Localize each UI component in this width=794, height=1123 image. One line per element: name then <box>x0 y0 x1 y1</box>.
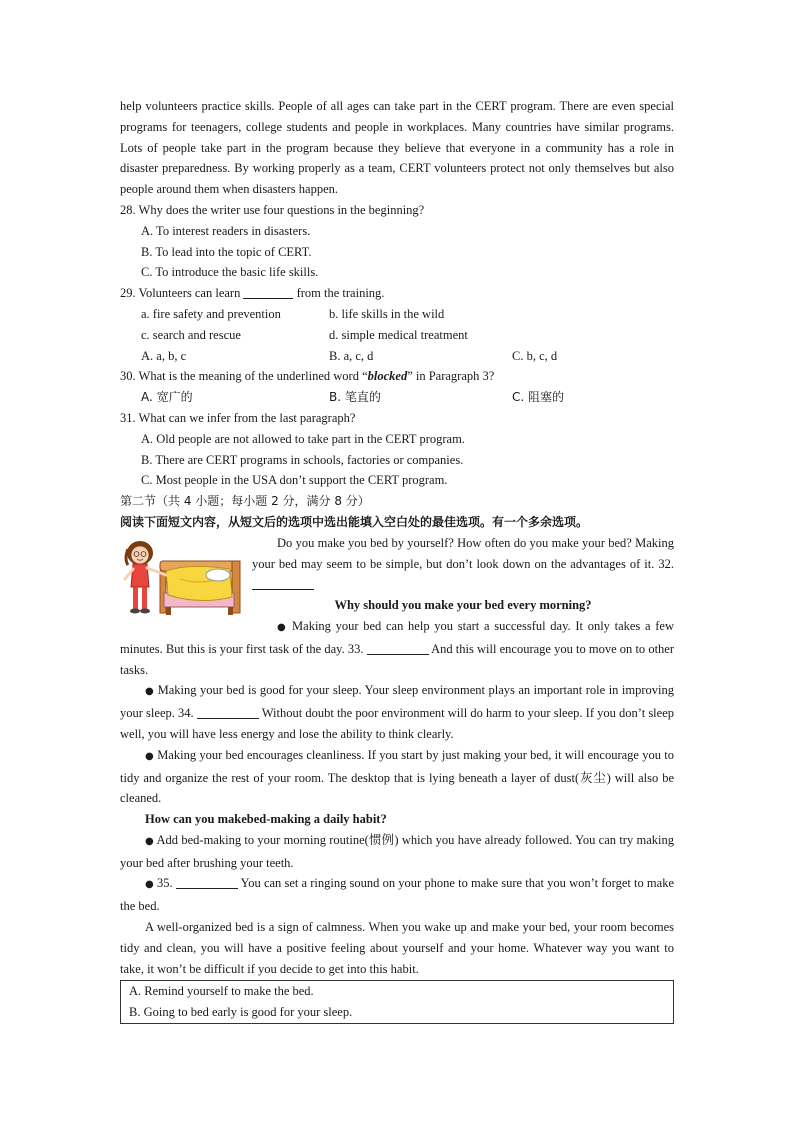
heading-how-make-habit: How can you makebed-making a daily habit? <box>145 812 387 827</box>
q30-option-c: C. 阻塞的 <box>512 390 565 405</box>
q29-option-a: A. a, b, c <box>141 348 187 363</box>
heading-why-make-bed: Why should you make your bed every morning? <box>334 598 592 613</box>
q30-option-b: B. 笔直的 <box>329 390 381 405</box>
bullet-paragraph-2 <box>120 680 674 744</box>
q28-option-a: A. To interest readers in disasters. <box>141 223 311 238</box>
bullet-1-before: Making your bed can help you start a successful day. It only takes a few minutes. But this is your first task of the day. 33. <box>120 618 674 656</box>
q31-option-b: B. There are CERT programs in schools, factories or companies. <box>141 452 464 467</box>
q29-stem-before: 29. Volunteers can learn <box>120 286 241 301</box>
bullet-paragraph-4 <box>120 830 674 874</box>
q30-option-a: A. 宽广的 <box>141 390 193 405</box>
bullet-paragraph-1 <box>120 616 674 680</box>
question-31 <box>120 408 674 491</box>
q31-option-c: C. Most people in the USA don’t support the CERT program. <box>141 473 448 488</box>
blank-34 <box>197 705 259 719</box>
bullet-paragraph-3 <box>120 745 674 809</box>
q29-blank <box>243 285 293 299</box>
q29-item-b: b. life skills in the wild <box>329 306 445 321</box>
q29-stem <box>120 283 674 304</box>
passage-2-intro-text: Do you make you bed by yourself? How often do you make your bed? Making your bed may seem to be simple, but don’t look down on the advantages of it. 32. <box>252 535 674 571</box>
bullet-1-after: And this will encourage you to move on to other tasks. <box>120 641 674 677</box>
q28-option-c: C. To introduce the basic life skills. <box>141 265 319 280</box>
q29-options-row <box>120 346 674 367</box>
q29-items-row-1 <box>120 304 674 325</box>
q30-stem <box>120 366 674 387</box>
section-2-title: 第二节（共 4 小题；每小题 2 分，满分 8 分） <box>120 494 370 509</box>
bullet-paragraph-5 <box>120 873 674 917</box>
q30-stem-after: ” in Paragraph 3? <box>407 369 495 384</box>
q29-stem-after: from the training. <box>296 286 385 301</box>
blank-33 <box>367 641 429 655</box>
bullet-dot-icon: ● <box>145 750 154 762</box>
q29-option-b: B. a, c, d <box>329 348 374 363</box>
bullet-3-text: Making your bed encourages cleanliness. If you start by just making your bed, it will encourage you to tidy and organize the rest of your room. The desktop that is lying beneath a layer of dust(灰尘) will also be cleaned. <box>120 747 674 806</box>
q31-option-a: A. Old people are not allowed to take part in the CERT program. <box>141 431 465 446</box>
blank-32 <box>252 576 314 590</box>
bullet-dot-icon: ● <box>145 835 154 847</box>
q30-options-row <box>120 387 674 408</box>
bullet-dot-icon: ● <box>277 621 288 633</box>
q29-item-a: a. fire safety and prevention <box>141 306 281 321</box>
q29-option-c: C. b, c, d <box>512 348 558 363</box>
bullet-dot-icon: ● <box>145 879 154 891</box>
q29-item-d: d. simple medical treatment <box>329 327 468 342</box>
bullet-2-before: Making your bed is good for your sleep. Your sleep environment plays an important role in improving your sleep. 34. <box>120 683 675 721</box>
q30-word: blocked <box>367 369 408 384</box>
question-28 <box>120 200 674 283</box>
bullet-2-after: Without doubt the poor environment will do harm to your sleep. If you don’t sleep well, you will have less energy and lose the ability to think clearly. <box>120 706 675 741</box>
answer-option-b: B. Going to bed early is good for your sleep. <box>129 1005 353 1020</box>
answer-options-box <box>120 980 674 1024</box>
bullet-5-before: 35. <box>156 876 173 891</box>
bullet-5-after: You can set a ringing sound on your phone to make sure that you won’t forget to make the bed. <box>120 876 674 914</box>
page-content <box>120 96 674 1024</box>
question-29 <box>120 283 674 366</box>
q29-item-c: c. search and rescue <box>141 327 241 342</box>
bullet-4-text: Add bed-making to your morning routine(惯例) which you have already followed. You can try making your bed after brushing your teeth. <box>120 832 675 870</box>
q28-stem: 28. Why does the writer use four questions in the beginning? <box>120 202 425 217</box>
q28-option-b: B. To lead into the topic of CERT. <box>141 244 312 259</box>
q30-stem-before: 30. What is the meaning of the underlined word “ <box>120 369 368 384</box>
closing-paragraph: A well-organized bed is a sign of calmness. When you wake up and make your bed, your room becomes tidy and clean, you will have a positive feeling about yourself and your home. Whatever way you want to take, it won’t be difficult if you decide to get into this habit. <box>120 920 674 976</box>
blank-35 <box>176 875 238 889</box>
passage-2 <box>120 533 674 980</box>
passage-end-paragraph: help volunteers practice skills. People of all ages can take part in the CERT program. There are even special programs for teenagers, college students and people in workplaces. Many countries have similar programs. Lots of people take part in the program because they believe that everyone in a community has a role in disaster preparedness. By working properly as a team, CERT volunteers protect not only themselves but also people around them when disasters happen. <box>120 99 674 197</box>
q29-items-row-2 <box>120 325 674 346</box>
q31-stem: 31. What can we infer from the last paragraph? <box>120 410 356 425</box>
bullet-dot-icon: ● <box>145 686 155 698</box>
girl-making-bed-illustration <box>120 535 242 619</box>
section-2-instruction: 阅读下面短文内容，从短文后的选项中选出能填入空白处的最佳选项。有一个多余选项。 <box>120 514 589 529</box>
question-30 <box>120 366 674 408</box>
answer-option-a: A. Remind yourself to make the bed. <box>129 984 314 999</box>
